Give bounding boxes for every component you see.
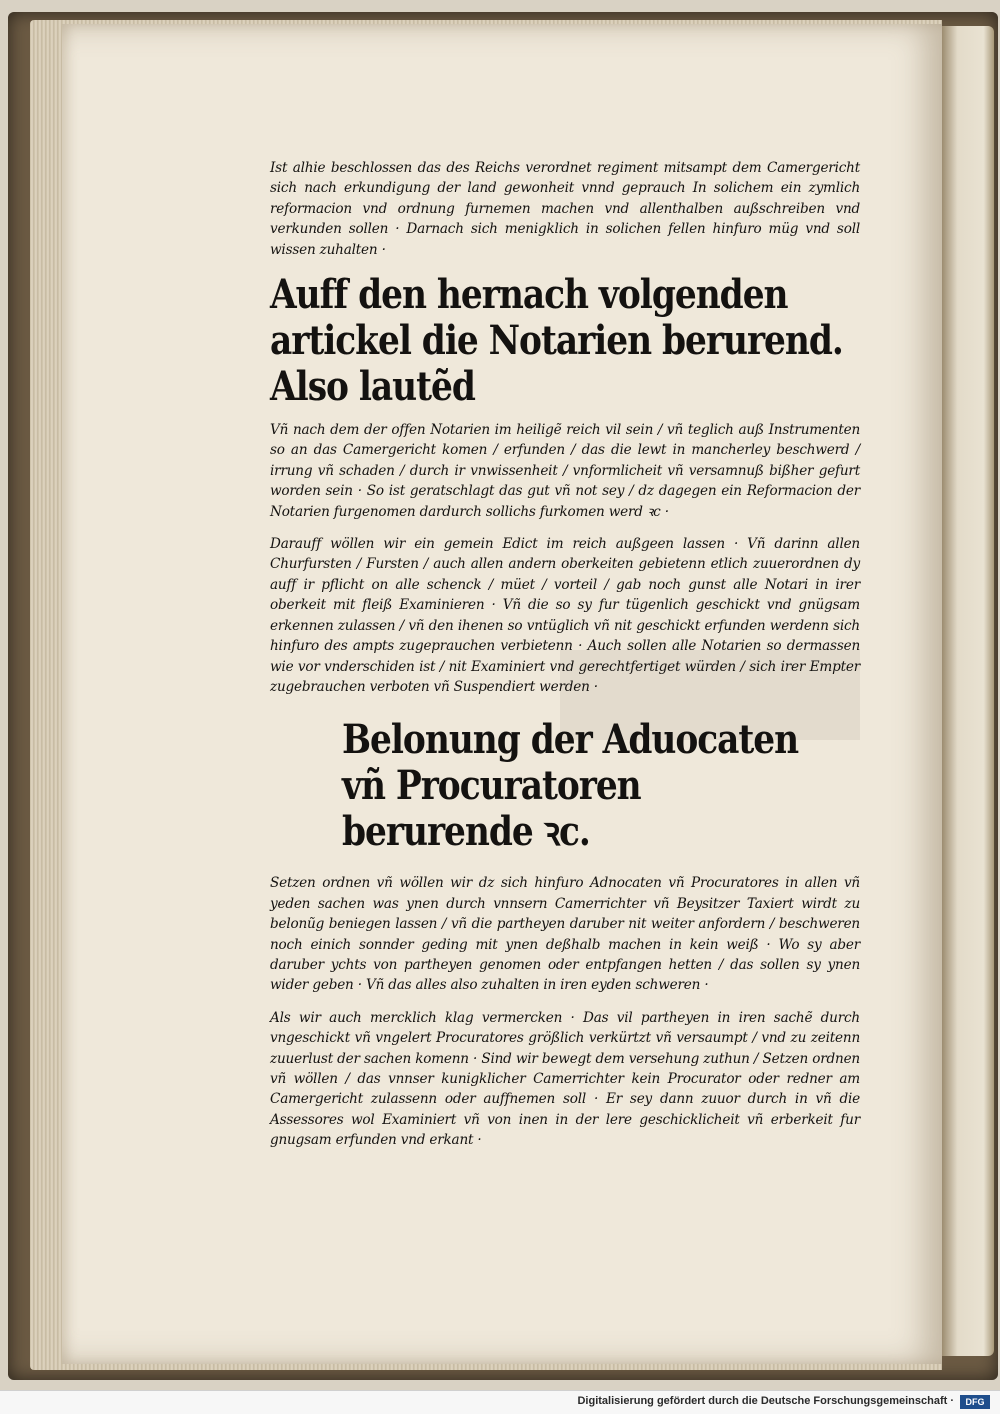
footer-bar xyxy=(0,1390,1000,1414)
heading-notarien: Auff den hernach volgenden artickel die Notarien berurend. Also lautẽd xyxy=(270,271,843,411)
dfg-logo[interactable]: DFG xyxy=(960,1395,990,1409)
facing-page-edge xyxy=(942,26,994,1356)
paragraph-advocaten: Setzen ordnen vñ wöllen wir dz sich hinfuro Adnocaten vñ Procuratores in allen vñ yeden sachen was ynen durch vnnsern Camerrichter vñ Beysitzer Taxiert wirdt zu belonũg beniegen lassen / vñ die partheyen daruber nit weiter anfordern / beschweren noch einich sonnder geding mit ynen deßhalb machen in kein weiß · Wo sy aber daruber ychts von partheyen genomen oder entpfangen hetten / das sollen sy ynen wider geben · Vñ das alles also zuhalten in iren eyden schweren · xyxy=(270,875,860,994)
heading-belonung: Belonung der Aduocaten vñ Procuratoren berurende ꝛc. xyxy=(342,716,799,856)
printed-text-block xyxy=(270,158,860,1163)
paragraph-edict: Darauff wöllen wir ein gemein Edict im reich außgeen lassen · Vñ darinn allen Churfursten / Fursten / auch allen andern oberkeiten gebietenn etlich zuuerordnen dy auff ir pflicht on alle schenck / müet / vorteil / gab noch gunst alle Notari in irer oberkeit mit fleiß Examinieren · Vñ die so sy fur tügenlich geschickt vnd gnügsam erkennen zulassen / vñ den ihenen so vntüglich vñ nit geschickt erfunden werdenn sich hinfuro des ampts zugeprauchen verbietenn · Auch sollen alle Notarien so dermassen wie vor vnderschiden ist / nit Examiniert vnd gerechtfertiget würden / sich irer Empter zugebrauchen verboten vñ Suspendiert werden · xyxy=(270,536,860,695)
paragraph-intro: Ist alhie beschlossen das des Reichs verordnet regiment mitsampt dem Camergericht sich nach erkundigung der land gewonheit vnnd geprauch In solichem ein zymlich reformacion vnd ordnung furnemen machen vnd allenthalben außschreiben vnd verkunden sollen · Darnach sich menigklich in solichen fellen hinfuro müg vnd soll wissen zuhalten · xyxy=(270,160,860,258)
paragraph-notarien: Vñ nach dem der offen Notarien im heiligẽ reich vil sein / vñ teglich auß Instrumenten so an das Camergericht komen / erfunden / das die lewt in mancherley beschwerd / irrung vñ schaden / durch ir vnwissenheit / vnformlicheit vñ versamnuß bißher gefurt worden sein · So ist geratschlagt das gut vñ not sey / dz dagegen ein Reformacion der Notarien furgenomen dardurch sollichs furkomen werd ꝛc · xyxy=(270,422,860,520)
paragraph-procuratoren: Als wir auch mercklich klag vermercken · Das vil partheyen in iren sachẽ durch vngeschickt vñ vngelert Procuratores größlich verkürtzt vñ versaumpt / vnd zu zeitenn zuuerlust der sachen komenn · Sind wir bewegt dem versehung zuthun / Setzen ordnen vñ wöllen / das vnnser kunigklicher Camerrichter kein Procurator oder redner am Camergericht zulassenn oder auffnemen soll · Er sey dann zuuor durch in vñ die Assessores wol Examiniert vñ von inen in der lere geschicklicheit vñ erberkeit fur gnugsam erfunden vnd erkant · xyxy=(270,1009,860,1149)
funding-credit: Digitalisierung gefördert durch die Deutsche Forschungsgemeinschaft · xyxy=(577,1395,954,1407)
